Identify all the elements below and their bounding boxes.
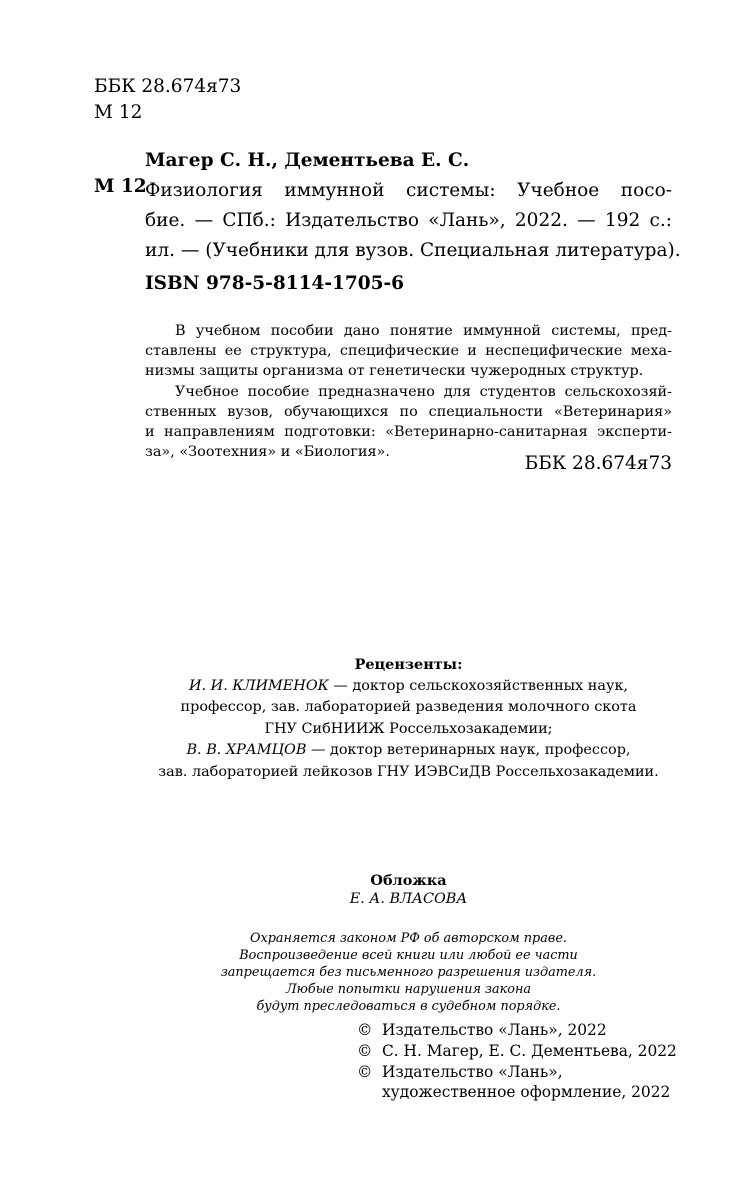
bbk-header [94,74,241,126]
cover-title: Обложка [370,872,447,889]
abstract-line: низмы защиты организма от генетически чужеродных структур. [145,363,644,380]
reviewer-1-name: И. И. КЛИМЕНОК [188,677,329,694]
copyright-text: Издательство «Лань», [382,1062,563,1081]
copyright-row-continued [357,1082,677,1103]
author-sign-code: М 12 [94,176,147,197]
description-line: Физиология иммунной системы: Учебное посо- [145,180,672,201]
copyright-law-notice [145,930,672,1015]
copyright-icon: © [357,1041,373,1060]
author-names: Магер С. Н., Дементьева Е. С. [145,150,470,171]
reviewer-2-name: В. В. ХРАМЦОВ [186,742,307,758]
abstract-line: Учебное пособие предназначено для студентов сельскохозяй- [175,383,672,400]
law-line: Любые попытки нарушения закона [285,982,532,997]
description-line: ил. — (Учебники для вузов. Специальная литература). [145,240,681,261]
copyright-row [357,1041,677,1062]
copyright-text: Издательство «Лань», 2022 [382,1021,607,1039]
abstract [145,321,672,462]
copyright-text: художественное оформление, 2022 [382,1083,671,1102]
reviewer-1-degree: — доктор сельскохозяйственных наук, [328,677,629,694]
abstract-line: за», «Зоотехния» и «Биология». [145,444,390,461]
copyright-row [357,1020,677,1041]
copyright-icon: © [357,1021,373,1039]
copyright-row [357,1062,677,1083]
reviewer-1-institution: ГНУ СибНИИЖ Россельхозакадемии; [264,720,553,737]
reviewer-1-line [145,676,672,698]
bbk-footer-code: ББК 28.674я73 [524,453,672,474]
copyright-icon: © [357,1062,373,1081]
cover-designer: Е. А. ВЛАСОВА [349,891,468,907]
reviewer-1-position: профессор, зав. лабораторией разведения молочного скота [180,699,637,715]
law-line: будут преследоваться в судебном порядке. [256,999,561,1014]
reviewer-2-line [145,740,672,762]
law-line: запрещается без письменного разрешения издателя. [220,965,597,980]
isbn: ISBN 978-5-8114-1705-6 [145,273,405,294]
law-line: Охраняется законом РФ об авторском праве. [250,931,567,946]
reviewers-block [145,654,672,783]
bbk-code: ББК 28.674я73 [94,76,242,97]
reviewer-2-degree: — доктор ветеринарных наук, профессор, [306,742,631,758]
copyright-block [357,1020,677,1103]
reviewers-title: Рецензенты: [354,656,463,673]
abstract-line: ственных вузов, обучающихся по специальности «Ветеринария» [145,403,672,420]
copyright-text: С. Н. Магер, Е. С. Дементьева, 2022 [382,1041,677,1060]
abstract-line: ставлены ее структура, специфические и неспецифические меха- [145,343,672,360]
abstract-line: и направлениям подготовки: «Ветеринарно-санитарная эксперти- [145,424,672,441]
cover-credit [145,871,672,909]
abstract-line: В учебном пособии дано понятие иммунной системы, пред- [175,323,672,339]
author-index: М 12 [94,102,143,123]
description-line: бие. — СПб.: Издательство «Лань», 2022. — 192 с.: [145,210,672,231]
bibliographic-description [145,176,681,266]
reviewer-2-position: зав. лабораторией лейкозов ГНУ ИЭВСиДВ Россельхозакадемии. [158,763,659,780]
law-line: Воспроизведение всей книги или любой ее части [239,948,578,963]
